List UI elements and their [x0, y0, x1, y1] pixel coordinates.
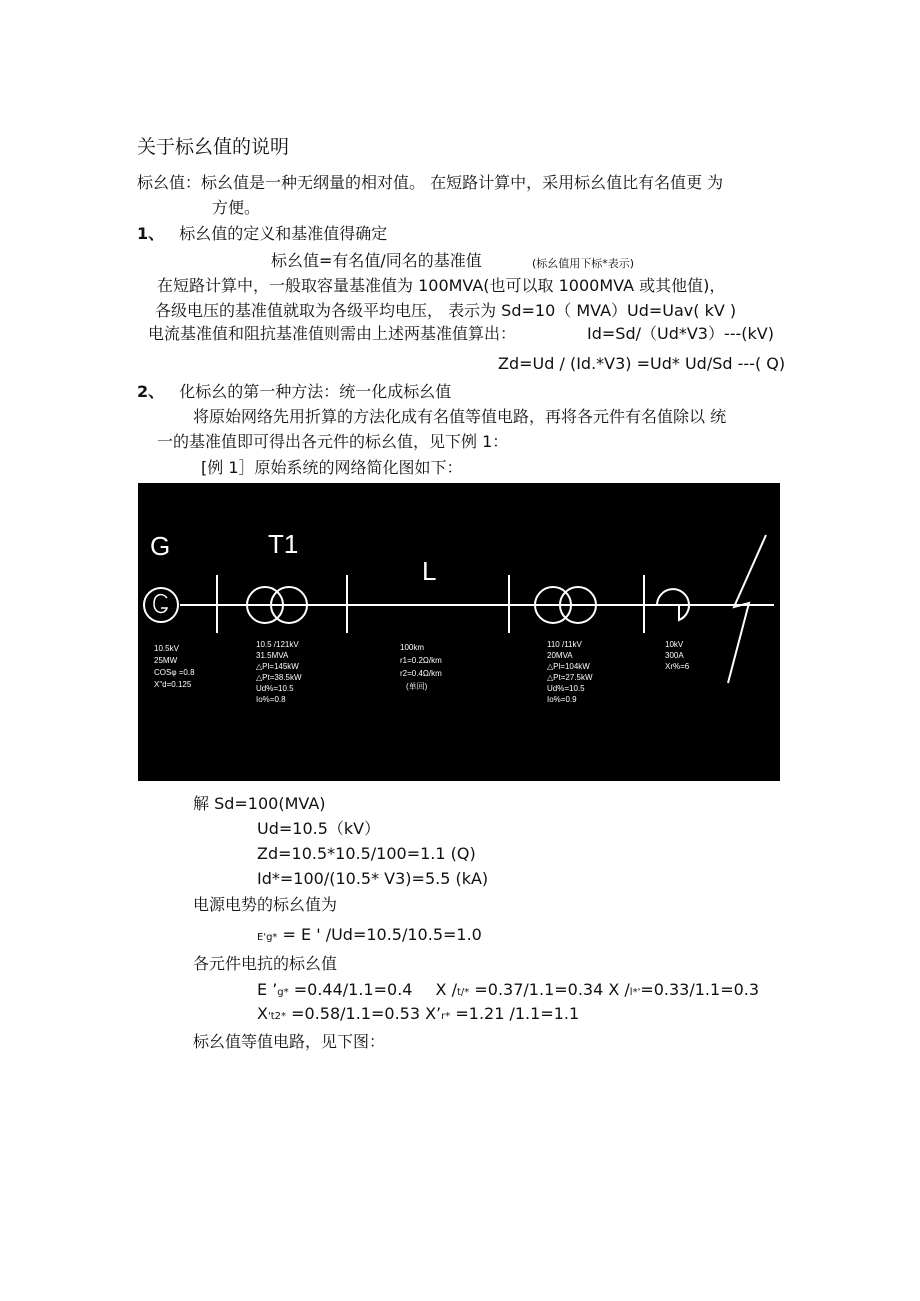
t1-param: 10.5 /121kV	[256, 640, 299, 649]
generator-params	[154, 644, 195, 689]
current-base-formula: Id=Sd/（Ud*V3）---(kV)	[587, 324, 774, 343]
t1-param: △Pl=145kW	[256, 662, 299, 671]
generator-glyph	[154, 595, 167, 613]
reactor-param: 300A	[665, 651, 684, 660]
section-1-paragraph-2: 各级电压的基准值就取为各级平均电压， 表示为 Sd=10（ MVA）Ud=Uav( kV )	[155, 301, 737, 320]
transformer-2-params	[547, 640, 593, 704]
reactance-line-2	[257, 1004, 579, 1027]
fault-symbol	[728, 535, 766, 683]
generator-symbol	[144, 588, 178, 622]
t2-param: 20MVA	[547, 651, 573, 660]
r2-value-2: =1.21 /1.1=1.1	[455, 1004, 580, 1023]
gen-param: COSφ =0.8	[154, 668, 195, 677]
section-2-paragraph-2: 一的基准值即可得出各元件的标幺值，见下例 1：	[157, 432, 509, 451]
line-params	[400, 643, 442, 691]
closing-line: 标幺值等值电路，见下图：	[193, 1032, 386, 1051]
section-1-heading	[137, 224, 387, 244]
emf-formula	[257, 925, 482, 948]
reactor-param: Xr%=6	[665, 662, 690, 671]
solution-line-3: Zd=10.5*10.5/100=1.1 (Q)	[257, 844, 476, 863]
label-l: L	[422, 556, 437, 586]
definition-note: (标幺值用下标*表示)	[532, 257, 635, 270]
line-param: r2=0.4Ω/km	[400, 669, 442, 678]
t1-param: △Pt=38.5kW	[256, 673, 302, 682]
t1-param: Io%=0.8	[256, 695, 286, 704]
r1-value-2: =0.37/1.1=0.34 X /	[474, 980, 630, 999]
r1-term-2: X /	[435, 980, 457, 999]
section-1-paragraph-3: 电流基准值和阻抗基准值则需由上述两基准值算出：	[148, 324, 517, 343]
emf-heading: 电源电势的标幺值为	[193, 895, 338, 914]
r1-term-3-sub: l*'	[629, 987, 641, 998]
r2-value: =0.58/1.1=0.53 X’	[291, 1004, 442, 1023]
r2-term-2-sub: r*	[441, 1011, 451, 1022]
section-2-title: 化标幺的第一种方法：统一化成标幺值	[179, 382, 452, 401]
line-param: 100km	[400, 643, 425, 652]
emf-value: = E ' /Ud=10.5/10.5=1.0	[282, 925, 482, 944]
section-1-paragraph-1: 在短路计算中，一般取容量基准值为 100MVA(也可以取 1000MVA 或其他值)，	[157, 276, 726, 295]
reactance-line-1	[257, 980, 759, 1003]
line-param: r1=0.2Ω/km	[400, 656, 442, 665]
solution-line-1: 解 Sd=100(MVA)	[193, 794, 326, 813]
t2-param: △Pt=27.5kW	[547, 673, 593, 682]
t2-param: △Pl=104kW	[547, 662, 590, 671]
definition-formula: 标幺值=有名值/同名的基准值	[271, 251, 482, 270]
reactance-heading: 各元件电抗的标幺值	[193, 954, 338, 973]
label-g: G	[150, 531, 171, 561]
section-2-heading	[137, 382, 451, 402]
solution-line-2: Ud=10.5（kV）	[257, 819, 381, 838]
r1-term-sub: g*	[277, 987, 289, 998]
intro-line-1: 标幺值：标幺值是一种无纲量的相对值。 在短路计算中，采用标幺值比有名值更 为	[137, 173, 724, 192]
reactor-param: 10kV	[665, 640, 684, 649]
example-caption: [例 1］原始系统的网络简化图如下：	[201, 458, 463, 477]
r1-term-2-sub: t/*	[456, 987, 470, 998]
r1-term: E ’	[257, 980, 278, 999]
label-t1: T1	[268, 529, 299, 559]
intro-line-2: 方便。	[212, 198, 261, 217]
section-2-paragraph-1: 将原始网络先用折算的方法化成有名值等值电路，再将各元件有名值除以 统	[193, 407, 727, 426]
r2-term: X	[257, 1004, 268, 1023]
transformer-1-params	[256, 640, 302, 704]
t1-param: 31.5MVA	[256, 651, 289, 660]
r2-term-sub: 't2*	[267, 1011, 287, 1022]
page-title: 关于标幺值的说明	[137, 136, 290, 158]
t2-param: Io%=0.9	[547, 695, 577, 704]
network-diagram	[138, 483, 780, 781]
reactor-params	[665, 640, 690, 671]
t2-param: 110 /11kV	[547, 640, 582, 649]
gen-param: X"d=0.125	[154, 680, 192, 689]
t2-param: Ud%=10.5	[547, 684, 585, 693]
r1-value: =0.44/1.1=0.4	[293, 980, 413, 999]
section-1-title: 标幺值的定义和基准值得确定	[179, 224, 388, 243]
r1-value-3: =0.33/1.1=0.3	[640, 980, 760, 999]
section-1-number: 1、	[137, 224, 165, 243]
gen-param: 10.5kV	[154, 644, 179, 653]
t1-param: Ud%=10.5	[256, 684, 294, 693]
line-param: (单回)	[406, 682, 428, 691]
impedance-base-formula: Zd=Ud / (Id.*V3) =Ud* Ud/Sd ---( Q)	[498, 354, 786, 373]
solution-line-4: Id*=100/(10.5* V3)=5.5 (kA)	[257, 869, 489, 888]
gen-param: 25MW	[154, 656, 178, 665]
emf-prefix: E'g*	[257, 932, 278, 943]
section-2-number: 2、	[137, 382, 165, 401]
